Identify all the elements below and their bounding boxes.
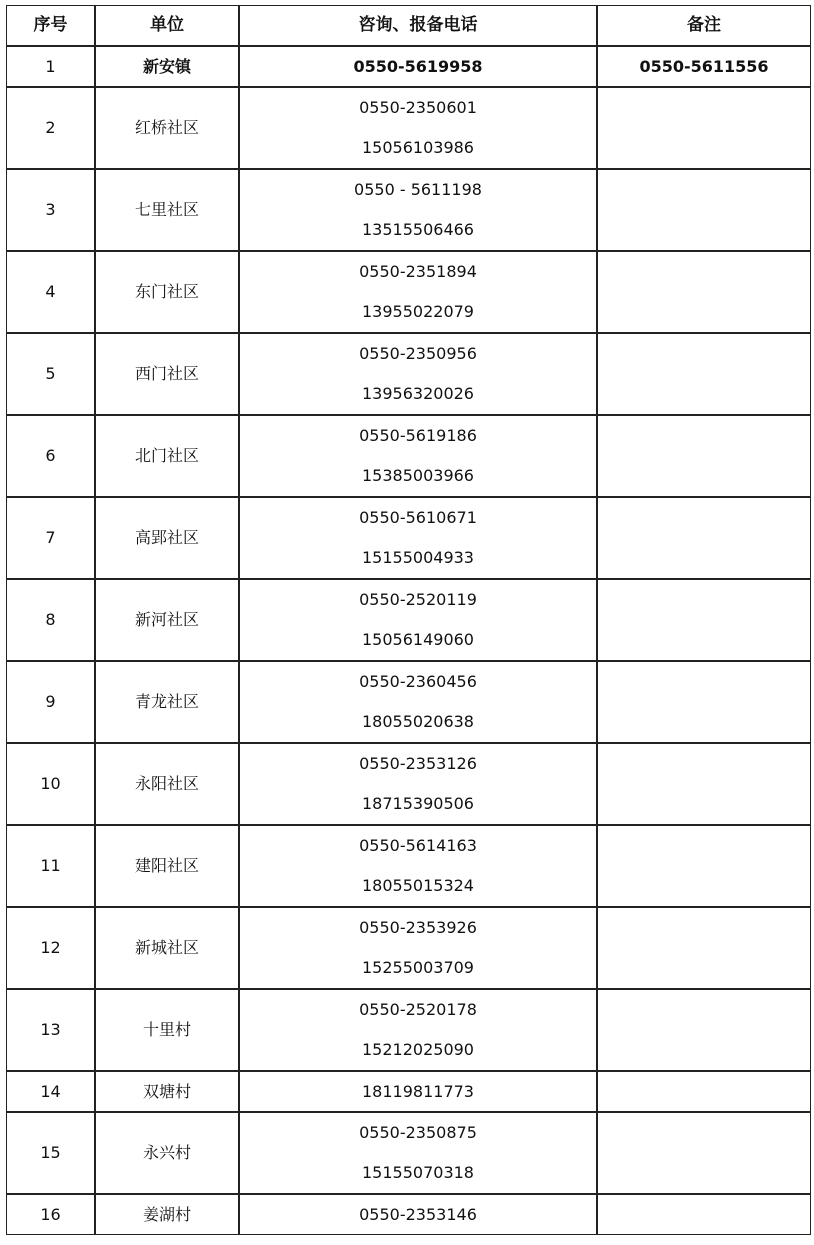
phone-number: 0550-2350875 <box>359 1123 477 1142</box>
row-remark <box>597 1194 811 1235</box>
phone-number: 0550-5619186 <box>359 426 477 445</box>
row-unit: 东门社区 <box>95 251 239 333</box>
row-unit: 姜湖村 <box>95 1194 239 1235</box>
row-index: 2 <box>6 87 95 169</box>
row-phones <box>239 989 597 1071</box>
row-phones <box>239 661 597 743</box>
row-phones <box>239 46 597 87</box>
row-remark <box>597 579 811 661</box>
header-remark: 备注 <box>597 5 811 46</box>
row-remark <box>597 1112 811 1194</box>
row-phones <box>239 87 597 169</box>
row-unit: 红桥社区 <box>95 87 239 169</box>
header-unit: 单位 <box>95 5 239 46</box>
row-remark: 0550-5611556 <box>597 46 811 87</box>
row-index: 4 <box>6 251 95 333</box>
row-phones <box>239 743 597 825</box>
row-phones <box>239 579 597 661</box>
phone-number: 0550-2520178 <box>359 1000 477 1019</box>
phone-number: 18055015324 <box>362 876 474 895</box>
row-phones <box>239 1194 597 1235</box>
row-unit: 建阳社区 <box>95 825 239 907</box>
phone-number: 0550-2360456 <box>359 672 477 691</box>
row-unit: 十里村 <box>95 989 239 1071</box>
row-index: 15 <box>6 1112 95 1194</box>
phone-number: 15056103986 <box>362 138 474 157</box>
phone-number: 0550-2520119 <box>359 590 477 609</box>
row-remark <box>597 333 811 415</box>
row-phones <box>239 1071 597 1112</box>
row-unit: 新河社区 <box>95 579 239 661</box>
row-phones <box>239 251 597 333</box>
row-index: 5 <box>6 333 95 415</box>
row-unit: 新城社区 <box>95 907 239 989</box>
phone-number: 18119811773 <box>362 1081 474 1101</box>
row-phones <box>239 333 597 415</box>
phone-number: 18055020638 <box>362 712 474 731</box>
row-remark <box>597 251 811 333</box>
phone-number: 15155004933 <box>362 548 474 567</box>
row-unit: 北门社区 <box>95 415 239 497</box>
row-unit: 七里社区 <box>95 169 239 251</box>
row-index: 3 <box>6 169 95 251</box>
phone-number: 0550-2353146 <box>359 1204 477 1224</box>
phone-number: 0550-2353926 <box>359 918 477 937</box>
phone-number: 13955022079 <box>362 302 474 321</box>
row-phones <box>239 169 597 251</box>
phone-number: 0550-5614163 <box>359 836 477 855</box>
row-unit: 新安镇 <box>95 46 239 87</box>
phone-number: 15255003709 <box>362 958 474 977</box>
phone-number: 15212025090 <box>362 1040 474 1059</box>
header-index: 序号 <box>6 5 95 46</box>
row-remark <box>597 907 811 989</box>
header-phone: 咨询、报备电话 <box>239 5 597 46</box>
phone-number: 0550-5610671 <box>359 508 477 527</box>
row-index: 9 <box>6 661 95 743</box>
row-unit: 永阳社区 <box>95 743 239 825</box>
row-remark <box>597 415 811 497</box>
row-remark <box>597 497 811 579</box>
row-phones <box>239 415 597 497</box>
row-index: 13 <box>6 989 95 1071</box>
row-unit: 永兴村 <box>95 1112 239 1194</box>
phone-number: 0550 - 5611198 <box>354 180 482 199</box>
row-remark <box>597 661 811 743</box>
row-phones <box>239 907 597 989</box>
row-phones <box>239 497 597 579</box>
row-index: 10 <box>6 743 95 825</box>
row-unit: 高郢社区 <box>95 497 239 579</box>
row-index: 11 <box>6 825 95 907</box>
phone-number: 0550-2350956 <box>359 344 477 363</box>
row-unit: 双塘村 <box>95 1071 239 1112</box>
row-remark <box>597 1071 811 1112</box>
phone-number: 0550-5619958 <box>353 56 483 76</box>
phone-number: 15056149060 <box>362 630 474 649</box>
row-phones <box>239 825 597 907</box>
row-index: 1 <box>6 46 95 87</box>
row-remark <box>597 743 811 825</box>
phone-number: 0550-2350601 <box>359 98 477 117</box>
row-index: 16 <box>6 1194 95 1235</box>
row-remark <box>597 169 811 251</box>
phone-number: 15385003966 <box>362 466 474 485</box>
phone-number: 13956320026 <box>362 384 474 403</box>
row-index: 7 <box>6 497 95 579</box>
row-phones <box>239 1112 597 1194</box>
row-index: 8 <box>6 579 95 661</box>
row-remark <box>597 825 811 907</box>
phone-number: 18715390506 <box>362 794 474 813</box>
phone-number: 0550-2351894 <box>359 262 477 281</box>
row-index: 14 <box>6 1071 95 1112</box>
row-unit: 青龙社区 <box>95 661 239 743</box>
phone-number: 0550-2353126 <box>359 754 477 773</box>
row-remark <box>597 989 811 1071</box>
phone-number: 13515506466 <box>362 220 474 239</box>
row-index: 12 <box>6 907 95 989</box>
phone-number: 15155070318 <box>362 1163 474 1182</box>
row-unit: 西门社区 <box>95 333 239 415</box>
row-index: 6 <box>6 415 95 497</box>
row-remark <box>597 87 811 169</box>
